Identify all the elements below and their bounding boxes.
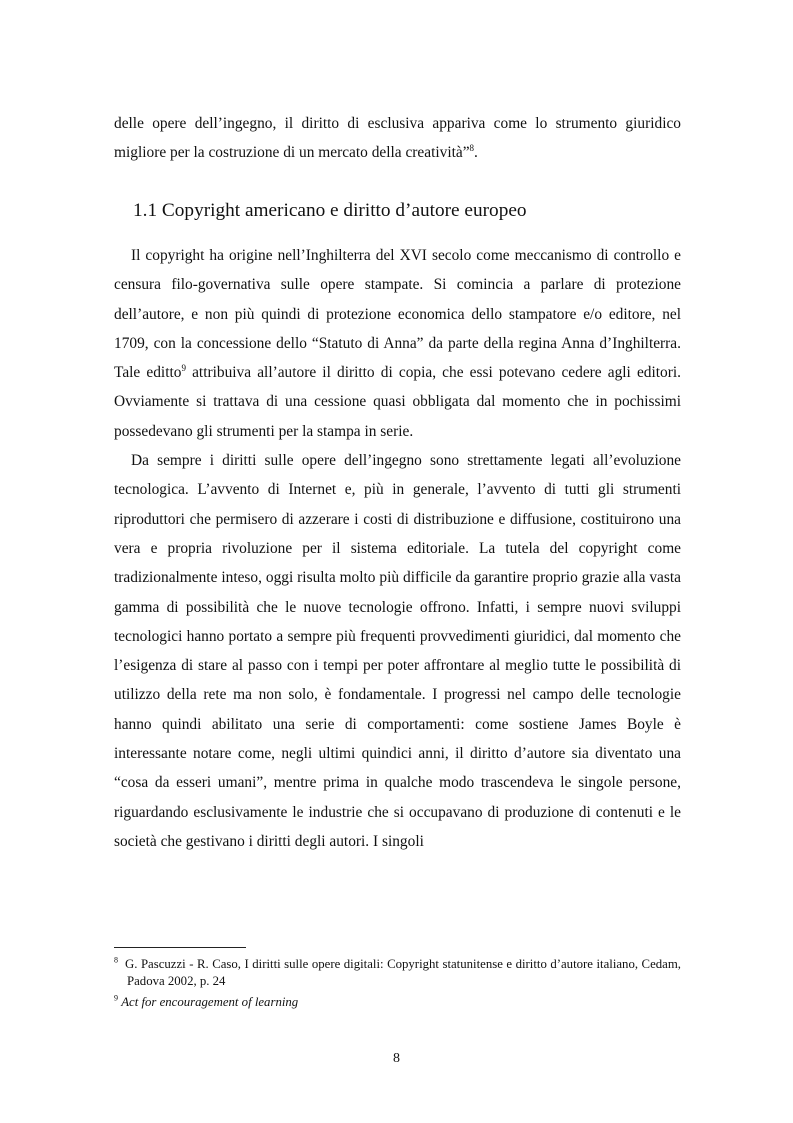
paragraph-1-text-b: attribuiva all’autore il diritto di copia, che essi potevano cedere agli editori. Ovviamente si trattava di una cessione quasi obbligata dal momento che in pochissimi possedevano gli strumenti per la stampa in serie. xyxy=(114,364,681,440)
footnote-9 xyxy=(114,994,681,1011)
section-heading: 1.1 Copyright americano e diritto d’autore europeo xyxy=(133,200,527,221)
footnote-number: 9 xyxy=(114,993,118,1003)
opening-paragraph xyxy=(114,109,681,168)
paragraph-technology-evolution: Da sempre i diritti sulle opere dell’ingegno sono strettamente legati all’evoluzione tecnologica. L’avvento di Internet e, più in generale, l’avvento di tutti gli strumenti riproduttori che permisero di azzerare i costi di distribuzione e diffusione, costituirono una vera e propria rivoluzione per il sistema editoriale. La tutela del copyright come tradizionalmente inteso, oggi risulta molto più difficile da garantire proprio grazie alla vasta gamma di possibilità che le nuove tecnologie offrono. Infatti, i sempre nuovi sviluppi tecnologici hanno portato a sempre più frequenti provvedimenti giuridici, dal momento che l’esigenza di stare al passo con i tempi per poter affrontare al meglio tutte le possibilità di utilizzo della rete ma non solo, è fondamentale. I progressi nel campo delle tecnologie hanno quindi abilitato una serie di comportamenti: come sostiene James Boyle è interessante notare come, negli ultimi quindici anni, il diritto d’autore sia diventato una “cosa da esseri umani”, mentre prima in qualche modo trascendeva le singole persone, riguardando esclusivamente le industrie che si occupavano di produzione di contenuti e le società che gestivano i diritti degli autori. I singoli xyxy=(114,452,681,850)
footnote-text: G. Pascuzzi - R. Caso, I diritti sulle opere digitali: Copyright statunitense e diritto d’autore italiano, Cedam, Padova 2002, p. 24 xyxy=(125,957,681,988)
opening-paragraph-end: . xyxy=(474,144,478,162)
footnote-text: Act for encouragement of learning xyxy=(121,995,299,1009)
paragraph-copyright-origins xyxy=(114,241,681,446)
paragraph-1-text-a: Il copyright ha origine nell’Inghilterra del XVI secolo come meccanismo di controllo e censura filo-governativa sulle opere stampate. Si comincia a parlare di protezione dell’autore, e non più quindi di protezione economica dello stampatore e/o editore, nel 1709, con la concessione dello “Statuto di Anna” da parte della regina Anna d’Inghilterra. Tale editto xyxy=(114,247,681,382)
main-body xyxy=(114,241,681,856)
page-number: 8 xyxy=(393,1051,400,1066)
footnote-ref-9[interactable]: 9 xyxy=(181,363,186,374)
opening-paragraph-text: delle opere dell’ingegno, il diritto di esclusiva appariva come lo strumento giuridico migliore per la costruzione di un mercato della creatività” xyxy=(114,115,681,162)
footnote-number: 8 xyxy=(114,955,118,965)
footnote-8 xyxy=(114,956,681,990)
footnote-ref-8[interactable]: 8 xyxy=(469,143,475,154)
footnote-separator xyxy=(114,947,246,948)
footnotes xyxy=(114,956,681,1015)
